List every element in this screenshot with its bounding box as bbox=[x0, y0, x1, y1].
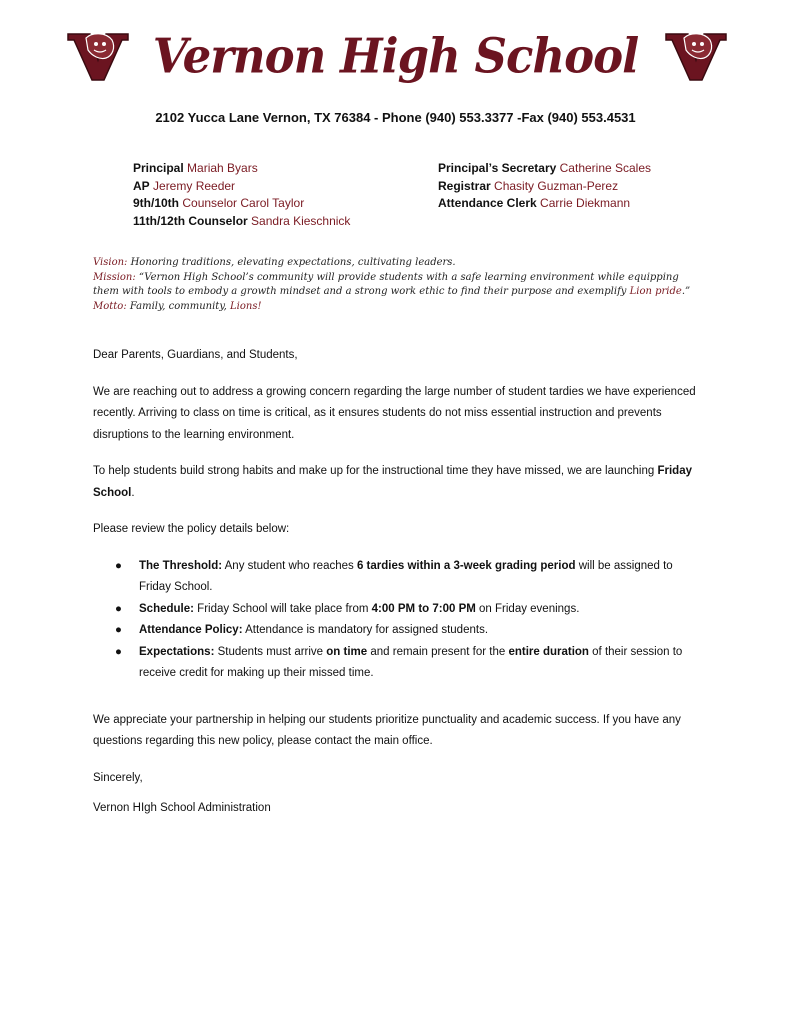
staff-ap: AP Jeremy Reeder bbox=[133, 178, 236, 193]
paragraph-review: Please review the policy details below: bbox=[93, 523, 290, 535]
staff-counselor-9-10: 9th/10th Counselor Carol Taylor bbox=[133, 196, 305, 210]
list-item: ● The Threshold: Any student who reaches 6 tardies within a 3-week grading period will be assigned to Friday School. bbox=[139, 556, 703, 599]
paragraph-concern: We are reaching out to address a growing concern regarding the large number of student tardies we have experienced recently. Arriving to class on time is critical, as it ensures students do not miss essential instruction and prevents disruptions to the learning environment. bbox=[93, 385, 696, 441]
signature-block bbox=[93, 768, 703, 820]
letter-body bbox=[93, 345, 703, 829]
staff-directory-right bbox=[438, 160, 651, 213]
motto-statement: Motto: Family, community, Lions! bbox=[93, 300, 262, 312]
staff-directory-left bbox=[133, 160, 350, 230]
vision-mission-motto bbox=[93, 256, 703, 314]
staff-secretary: Principal’s Secretary Catherine Scales bbox=[438, 161, 652, 175]
paragraph-friday-school: To help students build strong habits and make up for the instructional time they have missed, we are launching Friday School. bbox=[93, 465, 692, 499]
bullet-icon: ● bbox=[115, 602, 122, 615]
mission-statement: Mission: “Vernon High School’s community will provide students with a safe learning environment while equipping them with tools to embody a growth mindset and a strong work ethic to find their purpose and exemplify Lion pride.” bbox=[93, 271, 691, 297]
paragraph-closing: We appreciate your partnership in helping our students prioritize punctuality and academic success. If you have any questions regarding this new policy, please contact the main office. bbox=[93, 713, 681, 747]
lion-v-logo-icon bbox=[664, 30, 728, 84]
greeting: Dear Parents, Guardians, and Students, bbox=[93, 349, 298, 361]
bullet-icon: ● bbox=[115, 624, 122, 636]
list-item: ● Expectations: Students must arrive on time and remain present for the entire duration of their session to receive credit for making up their missed time. bbox=[139, 642, 703, 685]
address-line: 2102 Yucca Lane Vernon, TX 76384 - Phone (940) 553.3377 -Fax (940) 553.4531 bbox=[155, 110, 636, 125]
staff-principal: Principal Mariah Byars bbox=[133, 161, 258, 175]
bullet-icon: ● bbox=[115, 645, 122, 658]
bullet-icon: ● bbox=[115, 559, 122, 572]
closing: Sincerely, bbox=[93, 771, 143, 784]
staff-attendance-clerk: Attendance Clerk Carrie Diekmann bbox=[438, 196, 631, 210]
list-item: ● Schedule: Friday School will take place from 4:00 PM to 7:00 PM on Friday evenings. bbox=[139, 599, 703, 621]
staff-counselor-11-12: 11th/12th Counselor Sandra Kieschnick bbox=[133, 213, 351, 228]
vision-statement: Vision: Honoring traditions, elevating expectations, cultivating leaders. bbox=[93, 257, 456, 268]
letterhead bbox=[0, 22, 791, 92]
signature: Vernon HIgh School Administration bbox=[93, 802, 271, 814]
policy-list bbox=[93, 556, 703, 685]
list-item: ● Attendance Policy: Attendance is mandatory for assigned students. bbox=[139, 620, 703, 642]
lion-v-logo-icon bbox=[66, 30, 130, 84]
school-name: Vernon High School bbox=[152, 28, 639, 85]
staff-registrar: Registrar Chasity Guzman-Perez bbox=[438, 178, 619, 193]
